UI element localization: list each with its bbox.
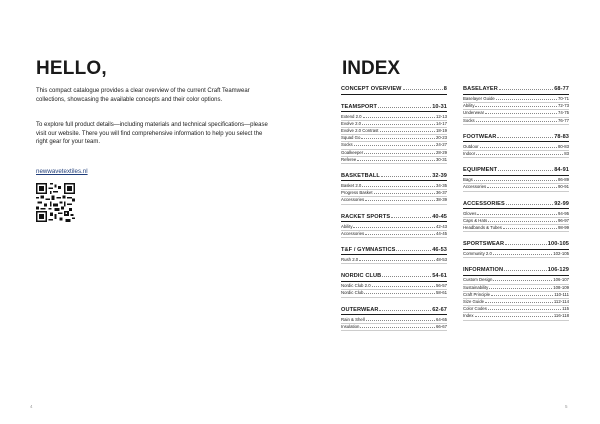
section-pages: 54-61	[432, 273, 447, 280]
entry-name: Extend 2.0	[341, 113, 362, 119]
dot-leader	[382, 276, 431, 277]
entry-pages: 86-89	[558, 177, 569, 183]
index-section	[463, 241, 569, 258]
index-entry[interactable]	[341, 224, 447, 231]
section-title: BASELAYER	[463, 86, 498, 92]
section-pages: 62-67	[432, 306, 447, 313]
index-entry[interactable]	[341, 183, 447, 190]
entry-pages: 48-53	[436, 256, 447, 262]
entry-pages: 28-29	[436, 149, 447, 155]
dot-leader	[491, 295, 553, 296]
entry-pages: 34-35	[436, 182, 447, 188]
entry-name: Index	[463, 313, 474, 319]
index-section	[463, 201, 569, 233]
entry-pages: 76-77	[558, 117, 569, 123]
entry-name: Nordic Club 2.0	[341, 283, 371, 289]
entry-name: Bags	[463, 177, 473, 183]
index-entry[interactable]	[463, 225, 569, 232]
entry-pages: 102-105	[553, 251, 569, 257]
entry-name: Nordic Club	[341, 290, 364, 296]
section-title: SPORTSWEAR	[463, 241, 505, 248]
index-entry[interactable]	[341, 128, 447, 135]
dot-leader	[487, 187, 557, 188]
dot-leader	[362, 186, 435, 187]
dot-leader	[363, 117, 435, 118]
dot-leader	[379, 310, 431, 311]
entry-pages: 94-95	[558, 210, 569, 216]
section-title: T&F / GYMNASTICS	[341, 246, 396, 253]
entry-pages: 18-19	[436, 127, 447, 133]
index-entry[interactable]	[463, 110, 569, 117]
dot-leader	[498, 170, 553, 171]
section-title: ACCESSORIES	[463, 200, 505, 207]
dot-leader	[477, 214, 557, 215]
index-entry[interactable]	[341, 157, 447, 164]
entry-name: Underwear	[463, 110, 485, 116]
section-title: FOOTWEAR	[463, 133, 497, 140]
index-section	[341, 247, 447, 264]
index-entry[interactable]	[463, 96, 569, 103]
index-section	[341, 273, 447, 297]
index-entry[interactable]	[341, 150, 447, 157]
hello-title: HELLO,	[36, 58, 107, 79]
entry-pages: 115	[562, 306, 569, 312]
index-section-heading[interactable]	[463, 267, 569, 276]
section-pages: 32-39	[432, 172, 447, 179]
section-pages: 10-31	[432, 103, 447, 110]
dot-leader	[488, 221, 557, 222]
entry-pages: 108-109	[553, 284, 569, 290]
index-section	[463, 86, 569, 125]
dot-leader	[497, 137, 553, 138]
section-pages: 40-45	[432, 213, 447, 220]
entry-pages: 83	[564, 151, 569, 157]
index-entry[interactable]	[341, 324, 447, 331]
entry-pages: 110-111	[554, 291, 569, 297]
entry-name: Gloves	[463, 210, 477, 216]
index-section	[341, 86, 447, 95]
entry-pages: 112-114	[553, 299, 569, 305]
entry-name: Evolve 2.0 Contrast	[341, 127, 379, 133]
entry-name: Basket 2.0	[341, 182, 362, 188]
entry-name: Socks	[341, 142, 353, 148]
entry-name: Socks	[463, 117, 475, 123]
index-section-heading[interactable]	[463, 241, 569, 250]
index-entry[interactable]	[341, 290, 447, 297]
entry-pages: 56-57	[436, 283, 447, 289]
dot-leader	[396, 250, 431, 251]
dot-leader	[374, 193, 435, 194]
dot-leader	[359, 260, 435, 261]
section-title: CONCEPT OVERVIEW	[341, 86, 402, 92]
index-entry[interactable]	[341, 121, 447, 128]
dot-leader	[362, 124, 435, 125]
page-number-left: 4	[30, 404, 33, 409]
index-entry[interactable]	[463, 103, 569, 110]
index-section-heading[interactable]	[341, 104, 447, 113]
entry-pages: 58-61	[436, 290, 447, 296]
section-pages: 8	[443, 86, 447, 92]
dot-leader	[476, 154, 563, 155]
index-entry[interactable]	[463, 292, 569, 299]
index-section-heading[interactable]	[341, 247, 447, 256]
dot-leader	[485, 113, 557, 114]
index-entry[interactable]	[463, 313, 569, 320]
entry-pages: 38-39	[436, 197, 447, 203]
entry-name: Goalkeeper	[341, 149, 364, 155]
intro-paragraph-2: To explore full product details—including materials and technical specifications—please visit our website. There you will find comprehensive information to help you select the right gear for your team.	[36, 122, 268, 146]
section-title: NORDIC CLUB	[341, 273, 382, 280]
section-title: TEAMSPORT	[341, 103, 378, 110]
entry-pages: 90-91	[558, 184, 569, 190]
dot-leader	[476, 121, 557, 122]
entry-name: Headbands & Tubes	[463, 225, 502, 231]
index-entry[interactable]	[341, 317, 447, 324]
dot-leader	[364, 293, 435, 294]
entry-name: Community 2.0	[463, 251, 492, 257]
dot-leader	[504, 270, 547, 271]
qr-code-icon	[36, 183, 75, 222]
index-entry[interactable]	[341, 231, 447, 238]
dot-leader	[365, 200, 435, 201]
dot-leader	[474, 180, 557, 181]
entry-pages: 44-45	[436, 230, 447, 236]
section-pages: 84-91	[554, 167, 569, 174]
website-link[interactable]: newwavetextiles.nl	[36, 168, 88, 175]
index-entry[interactable]	[463, 177, 569, 184]
section-pages: 106-129	[547, 267, 569, 274]
index-entry[interactable]	[463, 151, 569, 158]
entry-name: Accessories	[463, 184, 487, 190]
index-entry[interactable]	[341, 257, 447, 264]
entry-name: Squad Go	[341, 135, 361, 141]
index-entry[interactable]	[463, 299, 569, 306]
dot-leader	[475, 106, 557, 107]
index-section-heading[interactable]	[341, 273, 447, 282]
index-section-heading[interactable]	[463, 167, 569, 176]
section-title: INFORMATION	[463, 267, 504, 274]
entry-name: Ability	[341, 223, 353, 229]
dot-leader	[480, 147, 557, 148]
index-section	[341, 307, 447, 331]
index-entry[interactable]	[341, 197, 447, 204]
dot-leader	[364, 153, 435, 154]
index-section	[341, 214, 447, 238]
entry-name: Accessories	[341, 230, 365, 236]
dot-leader	[361, 138, 435, 139]
index-section-heading[interactable]	[463, 86, 569, 95]
entry-name: Rush 2.0	[341, 256, 359, 262]
entry-pages: 42-43	[436, 223, 447, 229]
dot-leader	[357, 160, 435, 161]
entry-name: Custom Design	[463, 277, 493, 283]
entry-name: Insulation	[341, 323, 360, 329]
entry-name: Craft Principle	[463, 291, 490, 297]
entry-pages: 14-17	[436, 120, 447, 126]
entry-pages: 116-118	[553, 313, 569, 319]
dot-leader	[489, 288, 552, 289]
index-section-heading[interactable]	[463, 134, 569, 143]
section-title: EQUIPMENT	[463, 167, 498, 174]
entry-name: Ability	[463, 103, 475, 109]
entry-name: Baselayer Guide	[463, 96, 495, 101]
dot-leader	[493, 254, 552, 255]
section-pages: 46-53	[432, 246, 447, 253]
index-entry[interactable]	[463, 211, 569, 218]
index-section	[463, 134, 569, 158]
entry-name: Color Codes	[463, 306, 487, 312]
dot-leader	[360, 327, 435, 328]
section-title: RACKET SPORTS	[341, 213, 391, 220]
entry-pages: 12-13	[436, 113, 447, 119]
index-entry[interactable]	[463, 118, 569, 125]
entry-pages: 66-67	[436, 323, 447, 329]
index-section-heading[interactable]	[341, 86, 447, 95]
dot-leader	[488, 309, 561, 310]
entry-pages: 74-75	[558, 110, 569, 116]
index-entry[interactable]	[463, 218, 569, 225]
entry-name: Referee	[341, 156, 357, 162]
entry-pages: 36-37	[436, 190, 447, 196]
index-section-heading[interactable]	[341, 214, 447, 223]
section-pages: 92-99	[554, 200, 569, 207]
entry-name: Outdoor	[463, 143, 479, 149]
index-entry[interactable]	[463, 285, 569, 292]
dot-leader	[365, 234, 435, 235]
entry-name: Progress Basket	[341, 190, 373, 196]
entry-pages: 98-99	[558, 225, 569, 231]
entry-pages: 24-27	[436, 142, 447, 148]
section-pages: 68-77	[554, 86, 569, 92]
index-section	[341, 173, 447, 205]
dot-leader	[503, 228, 557, 229]
section-pages: 100-105	[547, 241, 569, 248]
index-section	[463, 267, 569, 320]
index-entry[interactable]	[341, 114, 447, 121]
index-section-heading[interactable]	[341, 307, 447, 316]
dot-leader	[381, 176, 431, 177]
dot-leader	[475, 316, 553, 317]
index-section-heading[interactable]	[341, 173, 447, 182]
index-section	[463, 167, 569, 191]
page-number-right: 5	[565, 404, 568, 409]
index-column-right	[463, 86, 569, 330]
dot-leader	[353, 227, 435, 228]
intro-paragraph-1: This compact catalogue provides a clear overview of the current Craft Teamwear collections, showcasing the available concepts and their color options.	[36, 88, 250, 103]
entry-pages: 80-83	[558, 143, 569, 149]
index-entry[interactable]	[341, 190, 447, 197]
index-entry[interactable]	[341, 135, 447, 142]
dot-leader	[391, 217, 431, 218]
dot-leader	[485, 302, 553, 303]
dot-leader	[505, 244, 547, 245]
dot-leader	[354, 145, 435, 146]
dot-leader	[403, 89, 443, 90]
index-entry[interactable]	[341, 283, 447, 290]
index-column-left	[341, 86, 447, 340]
entry-pages: 20-23	[436, 135, 447, 141]
index-entry[interactable]	[463, 306, 569, 313]
dot-leader	[378, 107, 431, 108]
section-title: OUTERWEAR	[341, 306, 379, 313]
dot-leader	[493, 280, 552, 281]
index-section	[341, 104, 447, 164]
dot-leader	[366, 320, 435, 321]
entry-name: Caps & Hats	[463, 217, 488, 223]
dot-leader	[372, 286, 435, 287]
index-title: INDEX	[342, 58, 401, 79]
entry-pages: 30-31	[436, 156, 447, 162]
entry-pages: 70-71	[558, 96, 569, 101]
index-entry[interactable]	[463, 251, 569, 258]
right-page	[300, 0, 600, 424]
section-pages: 78-83	[554, 133, 569, 140]
entry-name: Rain & Shell	[341, 316, 365, 322]
entry-name: Evolve 2.0	[341, 120, 362, 126]
entry-name: Indoor	[463, 151, 476, 157]
index-entry[interactable]	[463, 277, 569, 284]
index-entry[interactable]	[463, 144, 569, 151]
index-entry[interactable]	[341, 142, 447, 149]
entry-name: Sustainability	[463, 284, 489, 290]
index-section-heading[interactable]	[463, 201, 569, 210]
section-title: BASKETBALL	[341, 172, 380, 179]
index-entry[interactable]	[463, 184, 569, 191]
dot-leader	[496, 99, 557, 100]
dot-leader	[499, 89, 553, 90]
entry-pages: 64-65	[436, 316, 447, 322]
entry-pages: 96-97	[558, 217, 569, 223]
entry-name: Size Guide	[463, 299, 485, 305]
entry-pages: 106-107	[553, 277, 569, 283]
dot-leader	[380, 131, 436, 132]
entry-name: Accessories	[341, 197, 365, 203]
entry-pages: 72-73	[558, 103, 569, 109]
dot-leader	[506, 204, 553, 205]
